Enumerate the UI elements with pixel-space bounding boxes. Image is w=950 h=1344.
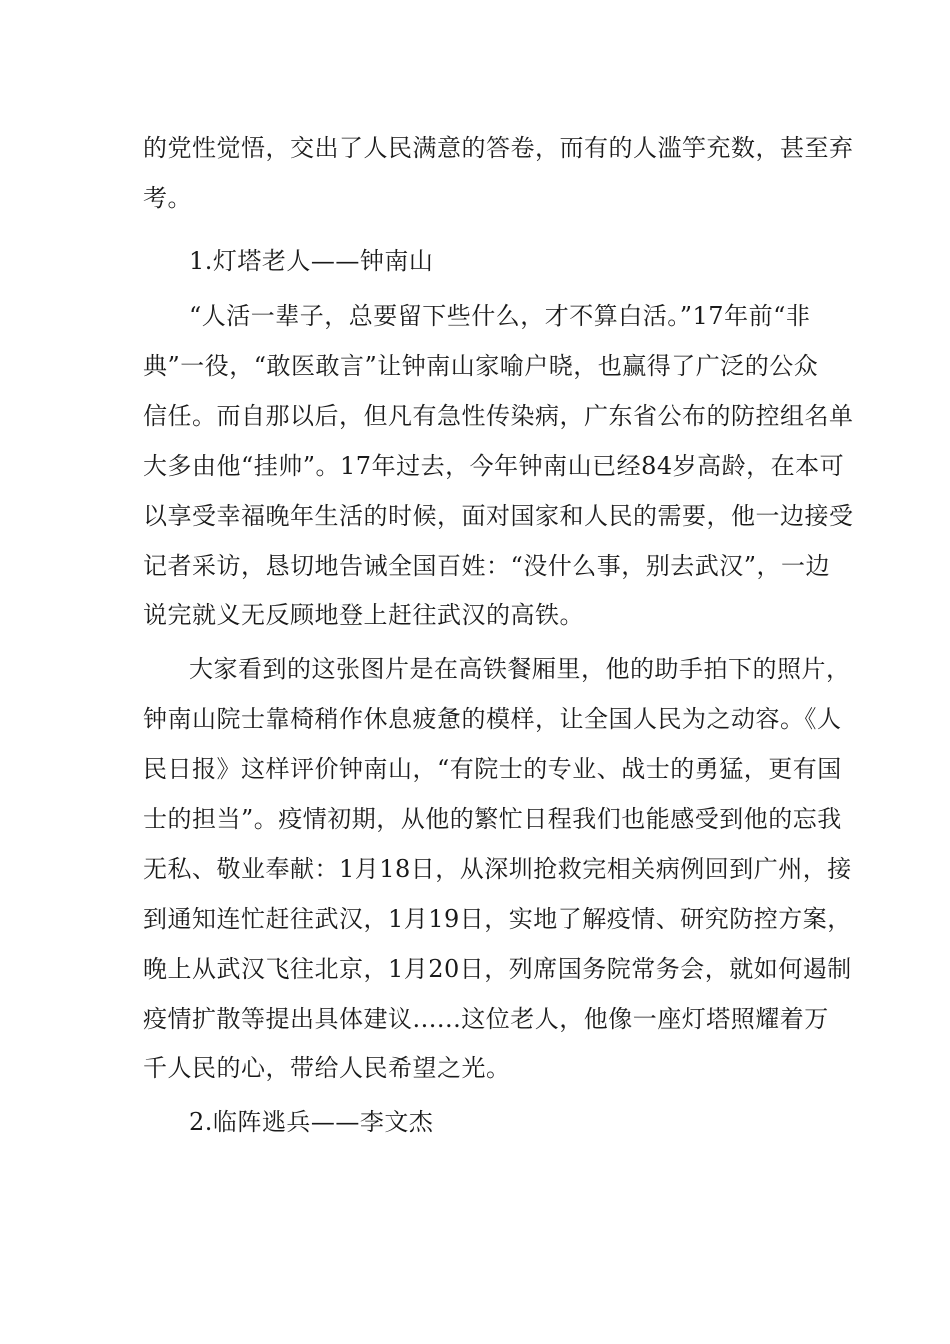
text-line: 信任。而自那以后，但凡有急性传染病，广东省公布的防控组名单 bbox=[143, 402, 854, 430]
text-line: 考。 bbox=[143, 184, 192, 212]
text-line: 大多由他“挂帅”。17年过去，今年钟南山已经84岁高龄，在本可 bbox=[143, 452, 845, 480]
text-line: 记者采访，恳切地告诫全国百姓：“没什么事，别去武汉”，一边 bbox=[143, 552, 831, 580]
text-line: 到通知连忙赶往武汉，1月19日，实地了解疫情、研究防控方案， bbox=[143, 905, 852, 933]
text-line: 典”一役，“敢医敢言”让钟南山家喻户晓，也赢得了广泛的公众 bbox=[143, 352, 819, 380]
text-line: 的党性觉悟，交出了人民满意的答卷，而有的人滥竽充数，甚至弃 bbox=[143, 134, 854, 162]
text-line: “人活一辈子，总要留下些什么，才不算白活。”17年前“非 bbox=[189, 302, 811, 330]
text-line: 疫情扩散等提出具体建议......这位老人，他像一座灯塔照耀着万 bbox=[143, 1005, 829, 1033]
section-heading: 1.灯塔老人——钟南山 bbox=[189, 247, 434, 275]
text-line: 钟南山院士靠椅稍作休息疲惫的模样，让全国人民为之动容。《人 bbox=[143, 705, 842, 733]
text-line: 大家看到的这张图片是在高铁餐厢里，他的助手拍下的照片， bbox=[189, 655, 851, 683]
text-line: 千人民的心，带给人民希望之光。 bbox=[143, 1054, 511, 1082]
text-line: 以享受幸福晚年生活的时候，面对国家和人民的需要，他一边接受 bbox=[143, 502, 854, 530]
section-heading: 2.临阵逃兵——李文杰 bbox=[189, 1108, 434, 1136]
text-line: 说完就义无反顾地登上赶往武汉的高铁。 bbox=[143, 601, 584, 629]
text-line: 无私、敬业奉献：1月18日，从深圳抢救完相关病例回到广州，接 bbox=[143, 855, 852, 883]
text-line: 晚上从武汉飞往北京，1月20日，列席国务院常务会，就如何遏制 bbox=[143, 955, 852, 983]
text-line: 士的担当”。疫情初期，从他的繁忙日程我们也能感受到他的忘我 bbox=[143, 805, 842, 833]
text-line: 民日报》这样评价钟南山，“有院士的专业、战士的勇猛，更有国 bbox=[143, 755, 842, 783]
